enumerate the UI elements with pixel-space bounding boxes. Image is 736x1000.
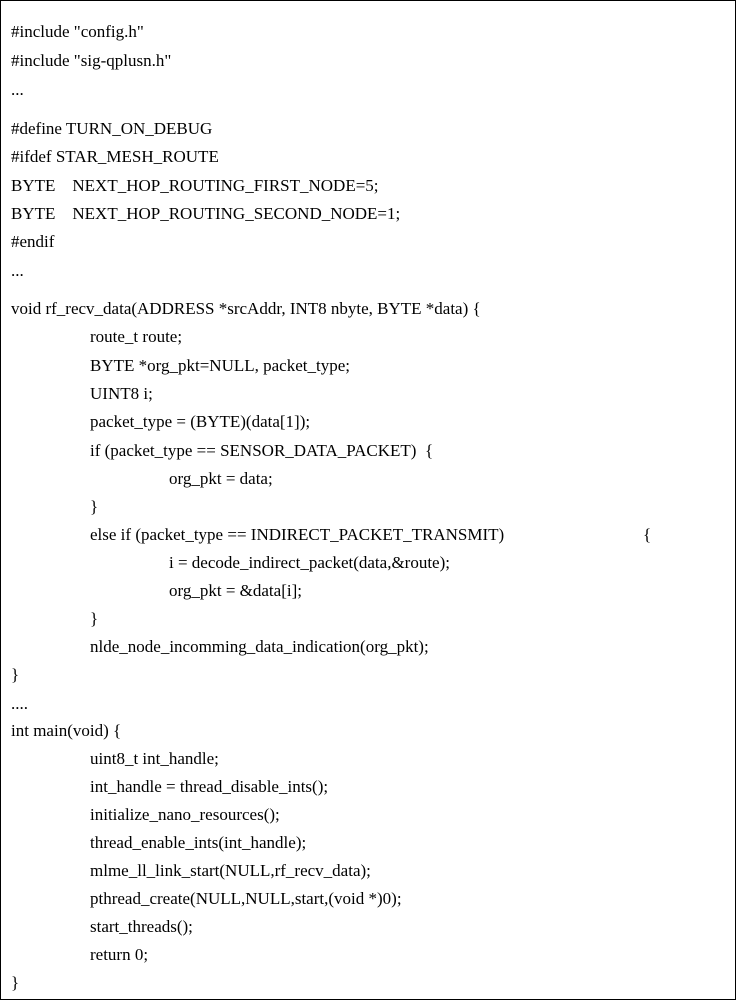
code-line: packet_type = (BYTE)(data[1]); [90, 412, 311, 431]
code-line: org_pkt = data; [169, 469, 273, 488]
code-line: pthread_create(NULL,NULL,start,(void *)0); [90, 889, 402, 908]
code-line: initialize_nano_resources(); [90, 805, 280, 824]
code-line: } [11, 973, 20, 992]
code-line: UINT8 i; [90, 384, 153, 403]
code-line: uint8_t int_handle; [90, 749, 219, 768]
code-line: void rf_recv_data(ADDRESS *srcAddr, INT8 nbyte, BYTE *data) { [11, 299, 481, 318]
code-line: } [90, 497, 99, 516]
code-line: #define TURN_ON_DEBUG [11, 119, 213, 138]
code-line: ... [11, 80, 24, 99]
code-line: .... [11, 694, 28, 713]
code-line: nlde_node_incomming_data_indication(org_pkt); [90, 637, 429, 656]
code-line: #include "config.h" [11, 22, 144, 41]
code-line: return 0; [90, 945, 149, 964]
code-line: if (packet_type == SENSOR_DATA_PACKET) { [90, 441, 434, 460]
code-line: start_threads(); [90, 917, 193, 936]
code-line: mlme_ll_link_start(NULL,rf_recv_data); [90, 861, 371, 880]
code-line: else if (packet_type == INDIRECT_PACKET_TRANSMIT) [90, 525, 505, 544]
code-line: #endif [11, 232, 55, 251]
code-line: #ifdef STAR_MESH_ROUTE [11, 147, 219, 166]
code-line: } [11, 665, 20, 684]
code-line: int main(void) { [11, 721, 122, 740]
code-line: } [90, 609, 99, 628]
code-line: route_t route; [90, 327, 183, 346]
code-line: org_pkt = &data[i]; [169, 581, 302, 600]
code-line: thread_enable_ints(int_handle); [90, 833, 307, 852]
code-line: #include "sig-qplusn.h" [11, 51, 172, 70]
code-line: i = decode_indirect_packet(data,&route); [169, 553, 450, 572]
code-line: ... [11, 261, 24, 280]
code-line: BYTE NEXT_HOP_ROUTING_FIRST_NODE=5; [11, 176, 379, 195]
code-line: { [643, 525, 652, 544]
code-line: BYTE NEXT_HOP_ROUTING_SECOND_NODE=1; [11, 204, 401, 223]
code-line: int_handle = thread_disable_ints(); [90, 777, 329, 796]
code-line: BYTE *org_pkt=NULL, packet_type; [90, 356, 350, 375]
